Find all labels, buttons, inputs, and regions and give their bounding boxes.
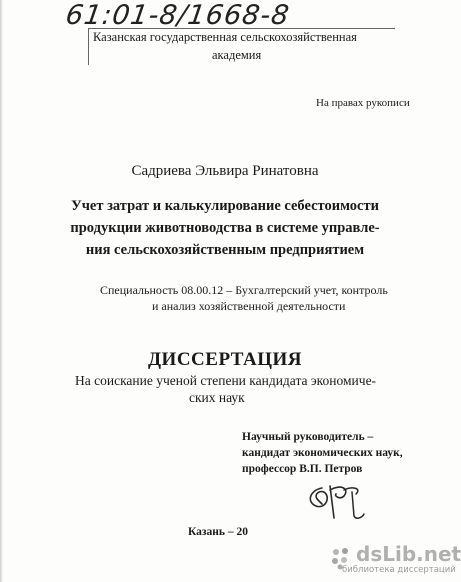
dissertation-title-line1: Учет затрат и калькулирование себестоимости xyxy=(71,198,379,214)
degree-purpose-line1: На соискание ученой степени кандидата экономиче- xyxy=(75,373,377,388)
specialty-line1: Специальность 08.00.12 – Бухгалтерский учет, контроль xyxy=(100,283,388,297)
supervisor-line2: кандидат экономических наук, xyxy=(242,447,403,459)
document-type-heading: ДИССЕРТАЦИЯ xyxy=(147,349,303,370)
handwritten-signature xyxy=(300,480,380,522)
handwritten-catalog-code: 61:01-8/1668-8 xyxy=(63,0,292,31)
manuscript-rights-note: На правах рукописи xyxy=(316,97,410,109)
dissertation-title-line3: ния сельскохозяйственным предприятием xyxy=(85,242,365,258)
scan-edge-shadow xyxy=(0,0,3,582)
author-name: Садриева Эльвира Ринатовна xyxy=(131,163,319,179)
dslib-watermark xyxy=(326,538,461,578)
city-and-year: Казань – 20 xyxy=(188,526,249,538)
institution-name-line2: академия xyxy=(212,48,262,62)
specialty-line2: и анализ хозяйственной деятельности xyxy=(152,299,346,313)
supervisor-line1: Научный руководитель – xyxy=(242,431,374,443)
dissertation-title-line2: продукции животноводства в системе управле- xyxy=(70,220,380,236)
watermark-subtitle: библиотека диссертаций xyxy=(342,565,456,575)
supervisor-line3: профессор В.П. Петров xyxy=(242,463,363,475)
degree-purpose-line2: ских наук xyxy=(189,390,245,405)
institution-name-line1: Казанская государственная сельскохозяйственная xyxy=(93,30,357,44)
watermark-logo-text: dsLib.net xyxy=(356,542,461,566)
